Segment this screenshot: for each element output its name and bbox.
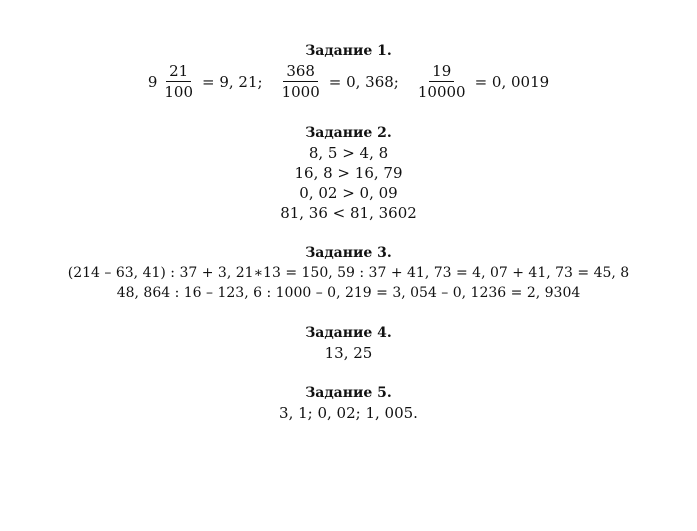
task5-answer: 3, 1; 0, 02; 1, 005.: [279, 404, 418, 422]
fraction: [279, 62, 323, 101]
task4-answer: 13, 25: [324, 344, 373, 362]
fraction-result: = 0, 0019: [474, 72, 550, 91]
task3-line: (214 – 63, 41) : 37 + 3, 21∗13 = 150, 59 : 37 + 41, 73 = 4, 07 + 41, 73 = 45, 8: [67, 265, 630, 281]
task2-line: 81, 36 < 81, 3602: [280, 204, 417, 222]
denominator: 1000: [281, 83, 320, 101]
task3-title: Задание 3.: [305, 245, 392, 261]
task2-title: Задание 2.: [305, 125, 392, 141]
denominator: 100: [164, 83, 193, 101]
numerator: 368: [283, 62, 318, 82]
fraction-result: = 9, 21;: [202, 72, 263, 91]
task5-title: Задание 5.: [305, 385, 392, 401]
task1-title: Задание 1.: [305, 43, 392, 59]
denominator: 10000: [417, 83, 466, 101]
task2-line: 16, 8 > 16, 79: [294, 164, 403, 182]
numerator: 19: [429, 62, 454, 82]
task4-title: Задание 4.: [305, 325, 392, 341]
fraction-result: = 0, 368;: [328, 72, 399, 91]
task1-fractions: [0, 62, 697, 101]
numerator: 21: [166, 62, 191, 82]
fraction: [415, 62, 469, 101]
mixed-number-whole: 9: [147, 72, 158, 91]
fraction: [161, 62, 196, 101]
task2-line: 8, 5 > 4, 8: [308, 144, 389, 162]
task2-line: 0, 02 > 0, 09: [299, 184, 398, 202]
task3-line: 48, 864 : 16 – 123, 6 : 1000 – 0, 219 = 3, 054 – 0, 1236 = 2, 9304: [116, 285, 581, 301]
